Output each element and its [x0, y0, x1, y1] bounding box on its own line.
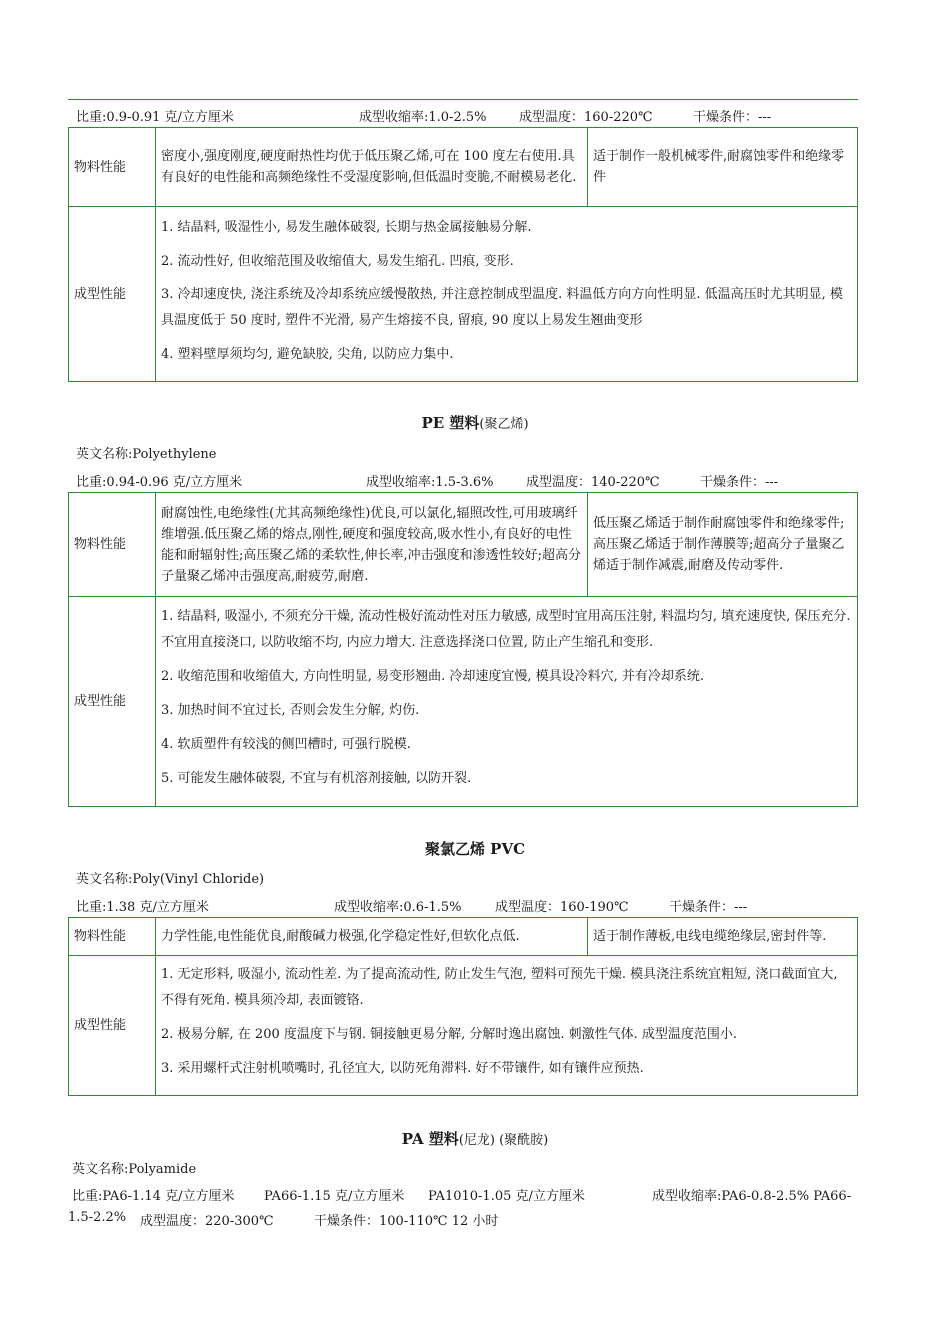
pp-process-item: 2. 流动性好, 但收缩范围及收缩值大, 易发生缩孔. 凹痕, 变形. [161, 253, 514, 269]
pa-shrinkage-a: 成型收缩率:PA6-0.8-2.5% PA66- [652, 1189, 852, 1204]
pa-heading [0, 1128, 950, 1149]
pa-english-name: 英文名称:Polyamide [72, 1162, 197, 1177]
pvc-process-item: 3. 采用螺杆式注射机喷嘴时, 孔径宜大, 以防死角滞料. 好不带镶件, 如有镶件应预热. [161, 1061, 644, 1076]
pp-drying: 干燥条件：--- [693, 110, 772, 125]
pvc-temp: 成型温度：160-190℃ [495, 900, 629, 915]
pa-specs-line-1 [72, 1185, 858, 1205]
pe-material-label: 物料性能 [69, 493, 156, 597]
pvc-process-cell [156, 956, 858, 1096]
pe-property-table [68, 492, 858, 807]
pp-temp: 成型温度：160-220℃ [519, 110, 653, 125]
pe-material-use: 低压聚乙烯适于制作耐腐蚀零件和绝缘零件;高压聚乙烯适于制作薄膜等;超高分子量聚乙烯适于制作减震,耐磨及传动零件. [588, 493, 858, 597]
pvc-process-item: 1. 无定形料, 吸湿小, 流动性差. 为了提高流动性, 防止发生气泡, 塑料可预先干燥. 模具浇注系统宜粗短, 浇口截面宜大, 不得有死角. 模具须冷却, 表面镀铬. [161, 967, 838, 1008]
pe-material-desc: 耐腐蚀性,电绝缘性(尤其高频绝缘性)优良,可以氯化,辐照改性,可用玻璃纤维增强.低压聚乙烯的熔点,刚性,硬度和强度较高,吸水性小,有良好的电性能和耐辐射性;高压聚乙烯的柔软性,伸长率,冲击强度和渗透性较好;超高分子量聚乙烯冲击强度高,耐疲劳,耐磨. [156, 493, 588, 597]
pa-density-pa66: PA66-1.15 克/立方厘米 [264, 1189, 405, 1204]
pvc-process-item: 2. 极易分解, 在 200 度温度下与钢. 铜接触更易分解, 分解时逸出腐蚀. 刺激性气体. 成型温度范围小. [161, 1027, 738, 1042]
pe-heading [0, 412, 950, 433]
pe-process-item: 2. 收缩范围和收缩值大, 方向性明显, 易变形翘曲. 冷却速度宜慢, 模具设冷料穴, 并有冷却系统. [161, 669, 704, 684]
pe-title: PE 塑料 [421, 414, 480, 432]
pa-density-pa6: 比重:PA6-1.14 克/立方厘米 [72, 1189, 235, 1204]
pa-temp: 成型温度：220-300℃ [140, 1214, 274, 1229]
pe-process-cell [156, 597, 858, 807]
pe-title-sub: (聚乙烯) [479, 417, 529, 432]
pe-process-item: 4. 软质塑件有较浅的侧凹槽时, 可强行脱模. [161, 737, 411, 752]
pp-process-item: 4. 塑料壁厚须均匀, 避免缺胶, 尖角, 以防应力集中. [161, 346, 454, 362]
pa-density-pa1010: PA1010-1.05 克/立方厘米 [428, 1189, 585, 1204]
pp-process-item: 1. 结晶料, 吸湿性小, 易发生融体破裂, 长期与热金属接触易分解. [161, 219, 532, 235]
pp-material-use: 适于制作一般机械零件,耐腐蚀零件和绝缘零件 [588, 128, 858, 207]
pvc-title: 聚氯乙烯 PVC [424, 840, 526, 858]
pp-material-label: 物料性能 [69, 128, 156, 207]
pp-property-table [68, 127, 858, 382]
pvc-english-name: 英文名称:Poly(Vinyl Chloride) [76, 872, 265, 887]
pp-material-desc: 密度小,强度刚度,硬度耐热性均优于低压聚乙烯,可在 100 度左右使用.具有良好的电性能和高频绝缘性不受湿度影响,但低温时变脆,不耐模易老化. [156, 128, 588, 207]
pe-process-item: 1. 结晶料, 吸湿小, 不须充分干燥, 流动性极好流动性对压力敏感, 成型时宜用高压注射, 料温均匀, 填充速度快, 保压充分. 不宜用直接浇口, 以防收缩不均, 内应力增大. 注意选择浇口位置, 防止产生缩孔和变形. [161, 609, 851, 650]
pe-process-item: 3. 加热时间不宜过长, 否则会发生分解, 灼伤. [161, 703, 420, 718]
pp-process-cell [156, 207, 858, 382]
pa-title-sub: (尼龙) (聚酰胺) [458, 1133, 549, 1148]
top-rule [68, 99, 858, 100]
pvc-material-desc: 力学性能,电性能优良,耐酸碱力极强,化学稳定性好,但软化点低. [156, 918, 588, 956]
pvc-material-label: 物料性能 [69, 918, 156, 956]
pp-shrinkage: 成型收缩率:1.0-2.5% [359, 110, 487, 125]
pvc-material-use: 适于制作薄板,电线电缆绝缘层,密封件等. [588, 918, 858, 956]
pe-density: 比重:0.94-0.96 克/立方厘米 [76, 475, 243, 490]
pvc-process-label: 成型性能 [69, 956, 156, 1096]
pvc-drying: 干燥条件：--- [669, 900, 748, 915]
pvc-property-table [68, 917, 858, 1096]
pe-temp: 成型温度：140-220℃ [526, 475, 660, 490]
pe-process-label: 成型性能 [69, 597, 156, 807]
pa-title: PA 塑料 [401, 1130, 459, 1148]
pe-english-name: 英文名称:Polyethylene [76, 447, 217, 462]
pa-shrinkage-b: 1.5-2.2% [68, 1210, 127, 1225]
pp-process-item: 3. 冷却速度快, 浇注系统及冷却系统应缓慢散热, 并注意控制成型温度. 料温低方向方向性明显. 低温高压时尤其明显, 模具温度低于 50 度时, 塑件不光滑, 易产生熔接不良, 留痕, 90 度以上易发生翘曲变形 [161, 286, 843, 328]
pa-drying: 干燥条件：100-110℃ 12 小时 [314, 1214, 499, 1229]
pvc-shrinkage: 成型收缩率:0.6-1.5% [334, 900, 462, 915]
pp-process-label: 成型性能 [69, 207, 156, 382]
pe-shrinkage: 成型收缩率:1.5-3.6% [366, 475, 494, 490]
pvc-density: 比重:1.38 克/立方厘米 [76, 900, 209, 915]
pp-density: 比重:0.9-0.91 克/立方厘米 [76, 110, 234, 125]
pe-process-item: 5. 可能发生融体破裂, 不宜与有机溶剂接触, 以防开裂. [161, 771, 472, 786]
pe-drying: 干燥条件：--- [700, 475, 779, 490]
pvc-heading [0, 838, 950, 859]
